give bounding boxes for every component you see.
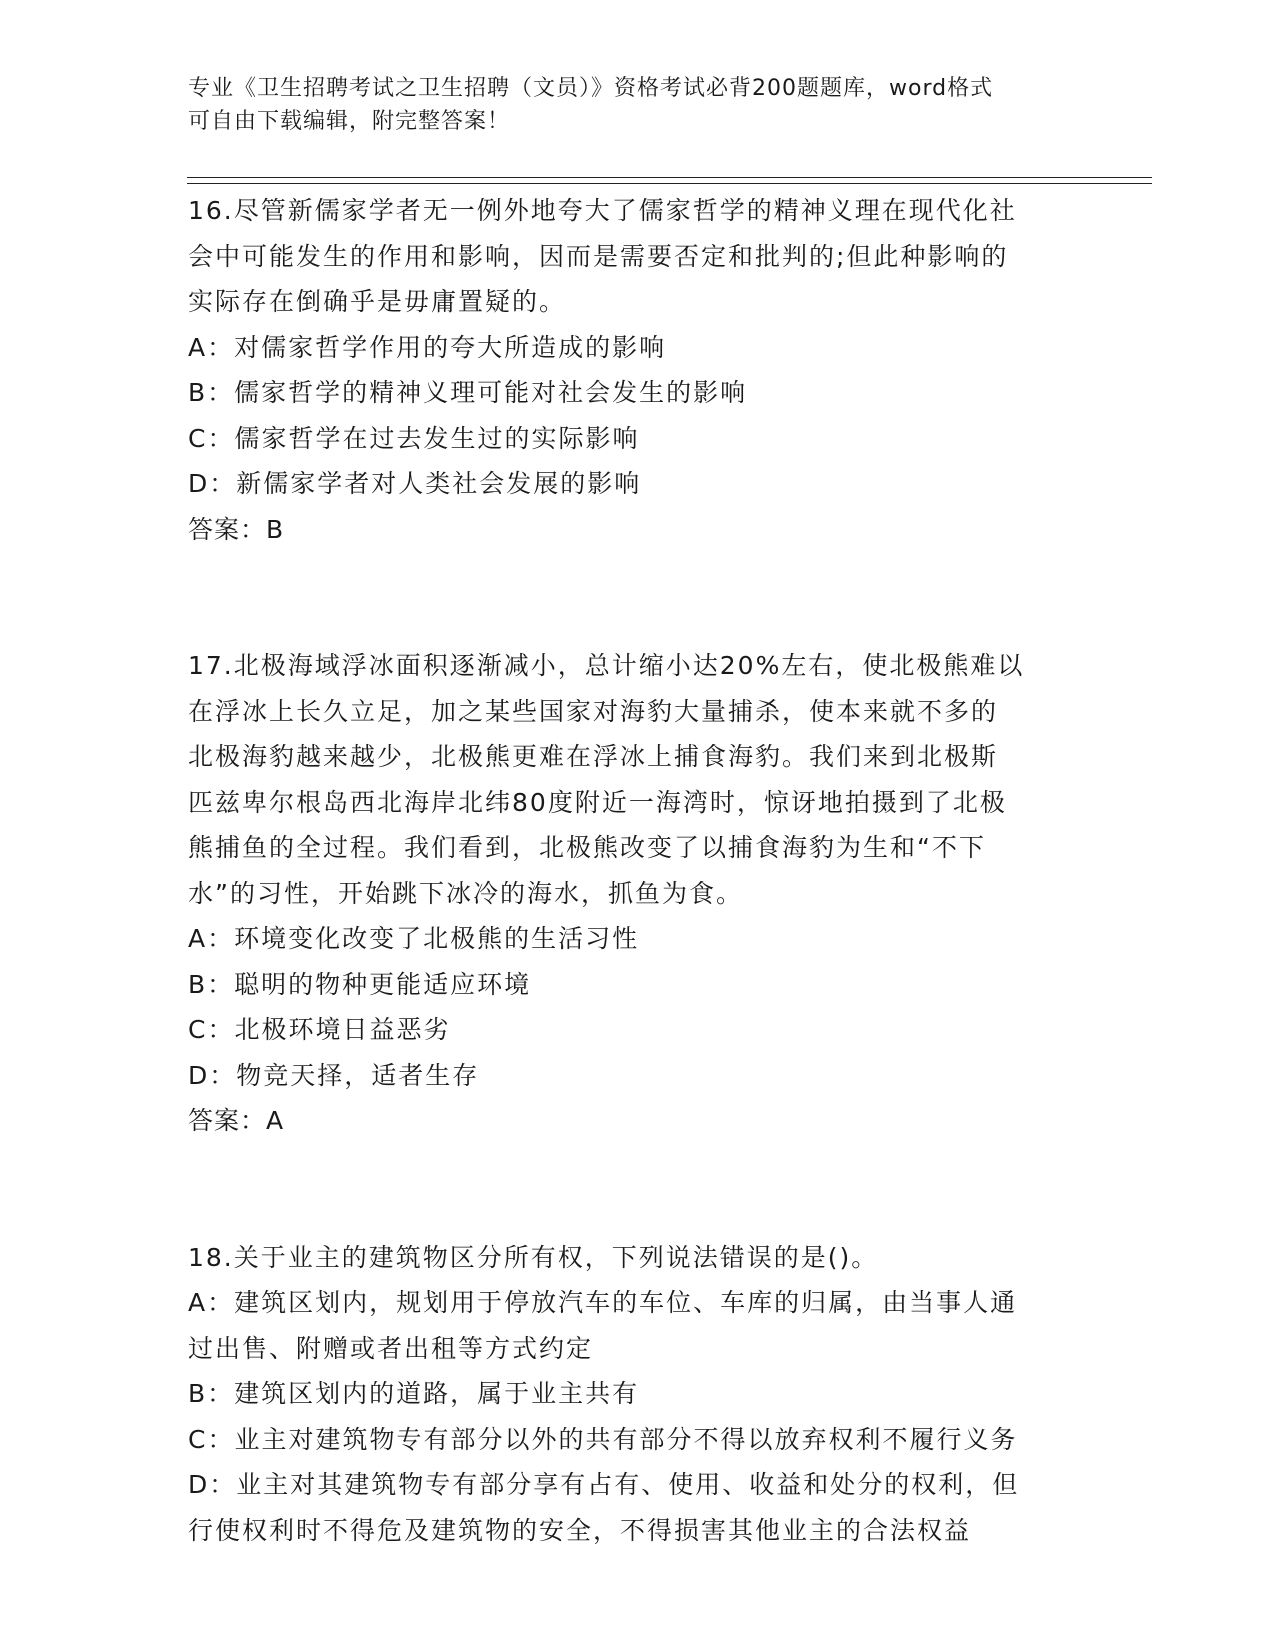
question-stem-line: 熊捕鱼的全过程。我们看到，北极熊改变了以捕食海豹为生和“不下 (188, 833, 986, 862)
option-d: D：业主对其建筑物专有部分享有占有、使用、收益和处分的权利，但 (188, 1470, 1020, 1499)
question-18 (188, 1235, 1188, 1554)
header-line: 专业《卫生招聘考试之卫生招聘（文员）》资格考试必背200题题库，word格式 (188, 76, 994, 101)
answer-label: 答案：B (188, 514, 285, 544)
question-stem-line: 匹兹卑尔根岛西北海岸北纬80度附近一海湾时，惊讶地拍摄到了北极 (188, 787, 1007, 817)
option-b: B：建筑区划内的道路，属于业主共有 (188, 1379, 640, 1408)
header-divider (187, 183, 1152, 184)
question-stem-line: 在浮冰上长久立足，加之某些国家对海豹大量捕杀，使本来就不多的 (188, 696, 999, 726)
question-stem-line: 水”的习性，开始跳下冰冷的海水，抓鱼为食。 (188, 878, 743, 908)
option-a-continued: 过出售、附赠或者出租等方式约定 (188, 1333, 594, 1363)
option-a: A：环境变化改变了北极熊的生活习性 (188, 924, 640, 953)
question-stem-line: 会中可能发生的作用和影响，因而是需要否定和批判的;但此种影响的 (188, 241, 1009, 271)
question-stem-line: 北极海豹越来越少，北极熊更难在浮冰上捕食海豹。我们来到北极斯 (188, 742, 999, 771)
option-d: D：物竞天择，适者生存 (188, 1060, 480, 1090)
answer-label: 答案：A (188, 1106, 285, 1135)
option-c: C：儒家哲学在过去发生过的实际影响 (188, 423, 640, 453)
option-a: A：对儒家哲学作用的夸大所造成的影响 (188, 332, 667, 362)
question-list (188, 188, 1188, 1553)
option-d: D：新儒家学者对人类社会发展的影响 (188, 469, 642, 498)
option-c: C：北极环境日益恶劣 (188, 1015, 451, 1044)
question-16 (188, 188, 1188, 552)
question-17 (188, 643, 1188, 1144)
document-header (188, 72, 1068, 138)
option-b: B：儒家哲学的精神义理可能对社会发生的影响 (188, 378, 748, 407)
question-stem-line: 实际存在倒确乎是毋庸置疑的。 (188, 287, 567, 316)
question-stem-line: 18.关于业主的建筑物区分所有权，下列说法错误的是()。 (188, 1242, 879, 1272)
option-d-continued: 行使权利时不得危及建筑物的安全，不得损害其他业主的合法权益 (188, 1515, 972, 1545)
option-c: C：业主对建筑物专有部分以外的共有部分不得以放弃权利不履行义务 (188, 1424, 1018, 1454)
header-line: 可自由下载编辑，附完整答案！ (188, 109, 511, 134)
question-stem-line: 16.尽管新儒家学者无一例外地夸大了儒家哲学的精神义理在现代化社 (188, 196, 1017, 225)
question-stem-line: 17.北极海域浮冰面积逐渐减小，总计缩小达20%左右，使北极熊难以 (188, 651, 1025, 680)
header-divider (187, 177, 1152, 178)
option-b: B：聪明的物种更能适应环境 (188, 969, 532, 999)
option-a: A：建筑区划内，规划用于停放汽车的车位、车库的归属，由当事人通 (188, 1288, 1018, 1317)
